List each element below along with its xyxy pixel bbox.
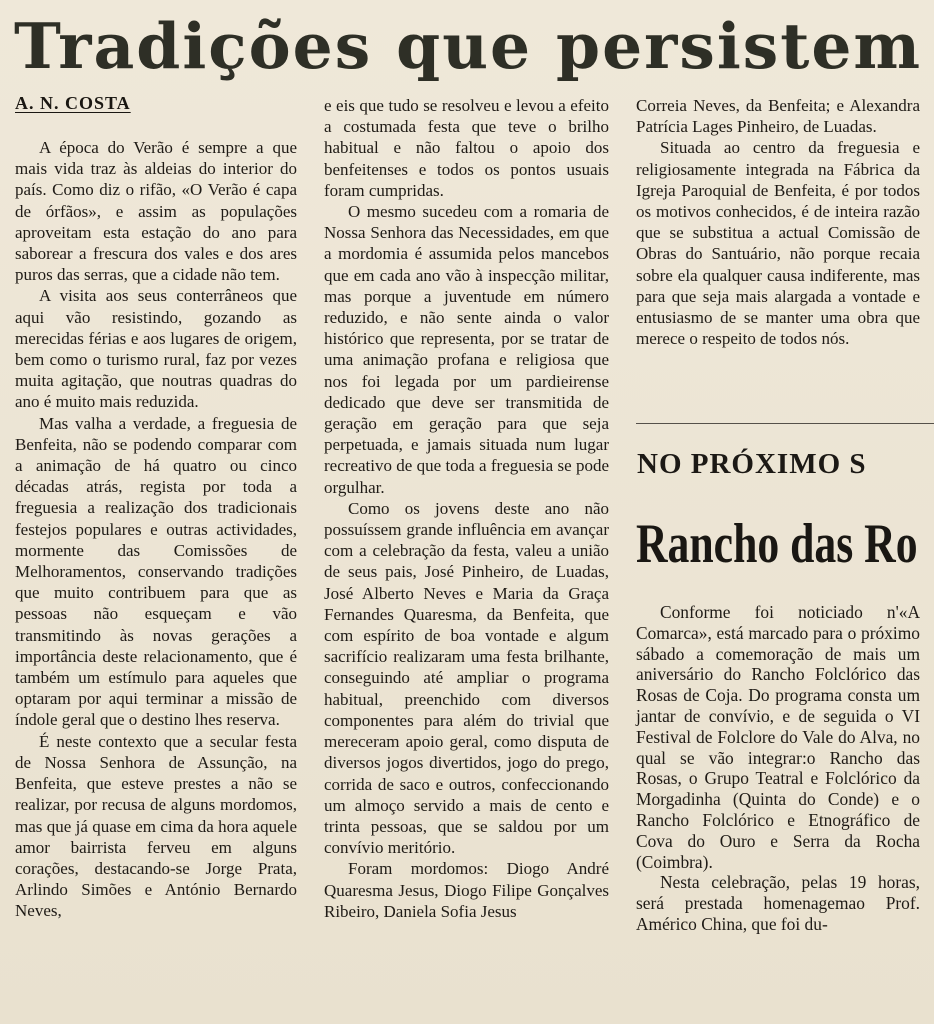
article-byline: A. N. COSTA bbox=[15, 93, 131, 113]
sidebar-paragraph: Conforme foi noticiado n'«A Comarca», está marcado para o próximo sábado a comemoração de mais um aniversário do Rancho Folclórico das Rosas de Coja. Do programa consta um jantar de convívio, e de seguida o VI Festival de Folclore do Vale do Alva, no qual se vão integrar:o Rancho das Rosas, o Grupo Teatral e Folclórico da Morgadinha (Quinta do Conde) e o Rancho Folclórico e Etnográfico de Cova do Ouro e Serra da Rocha (Coimbra). bbox=[636, 602, 920, 872]
article-paragraph: Correia Neves, da Benfeita; e Alexandra Patrícia Lages Pinheiro, de Luadas. bbox=[636, 96, 920, 137]
article-paragraph: Foram mordomos: Diogo André Quaresma Jesus, Diogo Filipe Gonçalves Ribeiro, Daniela Sofia Jesus bbox=[324, 859, 609, 921]
article-column-2 bbox=[324, 95, 609, 922]
article-paragraph: É neste contexto que a secular festa de Nossa Senhora de Assunção, na Benfeita, que esteve prestes a não se realizar, por recusa de alguns mordomos, mas que já quase em cima da hora aquele amor bairrista ferveu em alguns corações, destacando-se Jorge Prata, Arlindo Simões e António Bernardo Neves, bbox=[15, 731, 297, 921]
article-paragraph: Mas valha a verdade, a freguesia de Benfeita, não se podendo comparar com a animação de há quatro ou cinco décadas atrás, regista por toda a freguesia a realização dos tradicionais festejos populares e outras actividades, mormente das Comissões de Melhoramentos, conservando tradições que muito contribuem para que as pessoas não esqueçam e vão transmitindo às novas gerações a importância deste relacionamento, que é também um estímulo para aqueles que optaram por aqui terminar a missão de índole geral que o destino lhes reserva. bbox=[15, 413, 297, 730]
article-paragraph: A época do Verão é sempre a que mais vida traz às aldeias do interior do país. Como diz o rifão, «O Verão é capa de órfãos», e assim as populações aproveitam esta estação do ano para saborear a frescura dos vales e dos ares puros das serras, que a cidade não tem. bbox=[15, 138, 297, 285]
sidebar-column bbox=[636, 602, 920, 935]
section-divider bbox=[636, 423, 934, 424]
sidebar-kicker: NO PRÓXIMO S bbox=[637, 448, 867, 480]
sidebar-paragraph: Nesta celebração, pelas 19 horas, será prestada homenagemao Prof. Américo China, que foi du- bbox=[636, 872, 920, 934]
article-paragraph: Situada ao centro da freguesia e religiosamente integrada na Fábrica da Igreja Paroquial de Benfeita, é por todos os motivos conhecidos, é de inteira razão que se substitua a actual Comissão de Obras do Santuário, não porque recaia sobre ela qualquer causa indiferente, mas para que seja mais alargada a vontade e entusiasmo de se manter uma obra que merece o respeito de todos nós. bbox=[636, 138, 920, 349]
article-column-1 bbox=[15, 137, 297, 922]
article-paragraph: e eis que tudo se resolveu e levou a efeito a costumada festa que teve o brilho habitual e não faltou o apoio dos benfeitenses e todos os pontos usuais foram cumpridas. bbox=[324, 96, 609, 200]
article-paragraph: O mesmo sucedeu com a romaria de Nossa Senhora das Necessidades, em que a mordomia é assumida pelos mancebos que em cada ano vão à inspecção militar, mas porque a juventude em número reduzido, e não sente ainda o valor histórico que representa, por se tratar de uma animação profana e religiosa que nos foi legada por um pardieirense dedicado que deve ser transmitida de geração em geração para que seja perpetuada, e jamais situada num lugar recreativo de que toda a freguesia se pode orgulhar. bbox=[324, 202, 609, 497]
article-paragraph: A visita aos seus conterrâneos que aqui vão resistindo, gozando as merecidas férias e aos lugares de origem, bem como o turismo rural, faz por vezes muita agitação, que noutras quadras do ano é muito mais reduzida. bbox=[15, 286, 297, 412]
sidebar-header bbox=[636, 430, 934, 600]
article-paragraph: Como os jovens deste ano não possuíssem grande influência em avançar com a celebração da festa, valeu a união de seus pais, José Pinheiro, de Luadas, José Alberto Neves e Maria da Graça Fernandes Quaresma, da Benfeita, que com espírito de boa vontade e algum sacrifício realizaram uma festa brilhante, conseguindo até ampliar o programa habitual, preenchido com diversos componentes para além do trivial que mereceram apoio geral, como disputa de diversos jogos divertidos, jogo do prego, corrida de saco e outros, confeccionando um almoço servido a mais de cento e trinta pessoas, que se saldou por um convívio meritório. bbox=[324, 498, 609, 858]
article-column-3 bbox=[636, 95, 920, 349]
sidebar-title: Rancho das Ro bbox=[636, 513, 918, 575]
article-headline: Tradições que persistem bbox=[14, 9, 923, 83]
